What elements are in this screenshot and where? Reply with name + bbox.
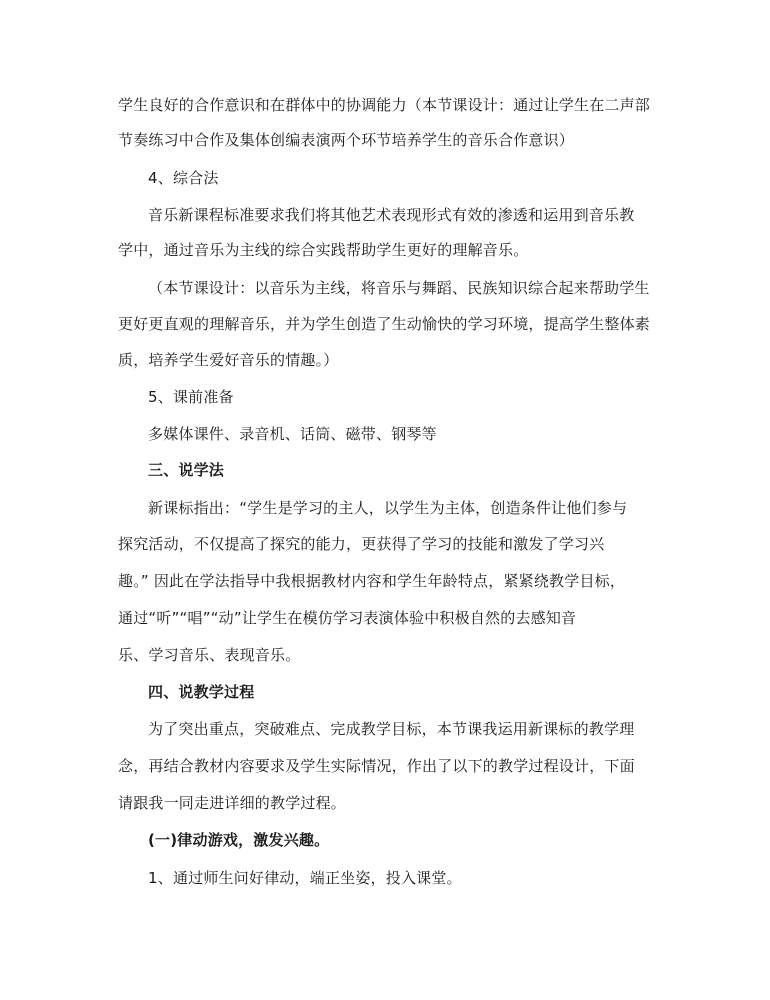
- paragraph-line: 乐、学习音乐、表现音乐。: [118, 646, 301, 664]
- paragraph-line: 节奏练习中合作及集体创编表演两个环节培养学生的音乐合作意识）: [118, 131, 575, 149]
- paragraph-line: 念，再结合教材内容要求及学生实际情况，作出了以下的教学过程设计，下面: [118, 757, 635, 775]
- subsection-heading: 4、综合法: [148, 169, 219, 187]
- paragraph-line: 学生良好的合作意识和在群体中的协调能力（本节课设计：通过让学生在二声部: [118, 96, 651, 114]
- paragraph-line: 学中，通过音乐为主线的综合实践帮助学生更好的理解音乐。: [118, 241, 529, 259]
- paragraph-line: 趣。” 因此在学法指导中我根据教材内容和学生年龄特点，紧紧绕教学目标，: [118, 572, 626, 590]
- section-heading: 三、说学法: [148, 461, 225, 479]
- section-heading: 四、说教学过程: [148, 683, 255, 701]
- paragraph-line: 音乐新课程标准要求我们将其他艺术表现形式有效的渗透和运用到音乐教: [148, 206, 635, 224]
- paragraph-line: 通过“听”“唱”“动”让学生在模仿学习表演体验中积极自然的去感知音: [118, 609, 577, 627]
- paragraph-line: 新课标指出：“学生是学习的主人，以学生为主体，创造条件让他们参与: [148, 499, 628, 517]
- paragraph-line: 1、通过师生问好律动，端正坐姿，投入课堂。: [148, 869, 462, 887]
- paragraph-line: 探究活动，不仅提高了探究的能力，更获得了学习的技能和激发了学习兴: [118, 535, 605, 553]
- paragraph-line: 更好更直观的理解音乐，并为学生创造了生动愉快的学习环境，提高学生整体素: [118, 315, 651, 333]
- paragraph-line: 为了突出重点，突破难点、完成教学目标，本节课我运用新课标的教学理: [148, 720, 635, 738]
- subsection-heading: (一)律动游戏，激发兴趣。: [148, 831, 330, 849]
- paragraph-line: 质，培养学生爱好音乐的情趣。）: [118, 351, 339, 369]
- paragraph-line: 请跟我一同走进详细的教学过程。: [118, 794, 347, 812]
- paragraph-line: （本节课设计：以音乐为主线，将音乐与舞蹈、民族知识综合起来帮助学生: [148, 279, 650, 297]
- subsection-heading: 5、课前准备: [148, 388, 234, 406]
- paragraph-line: 多媒体课件、录音机、话筒、磁带、钢琴等: [148, 425, 437, 443]
